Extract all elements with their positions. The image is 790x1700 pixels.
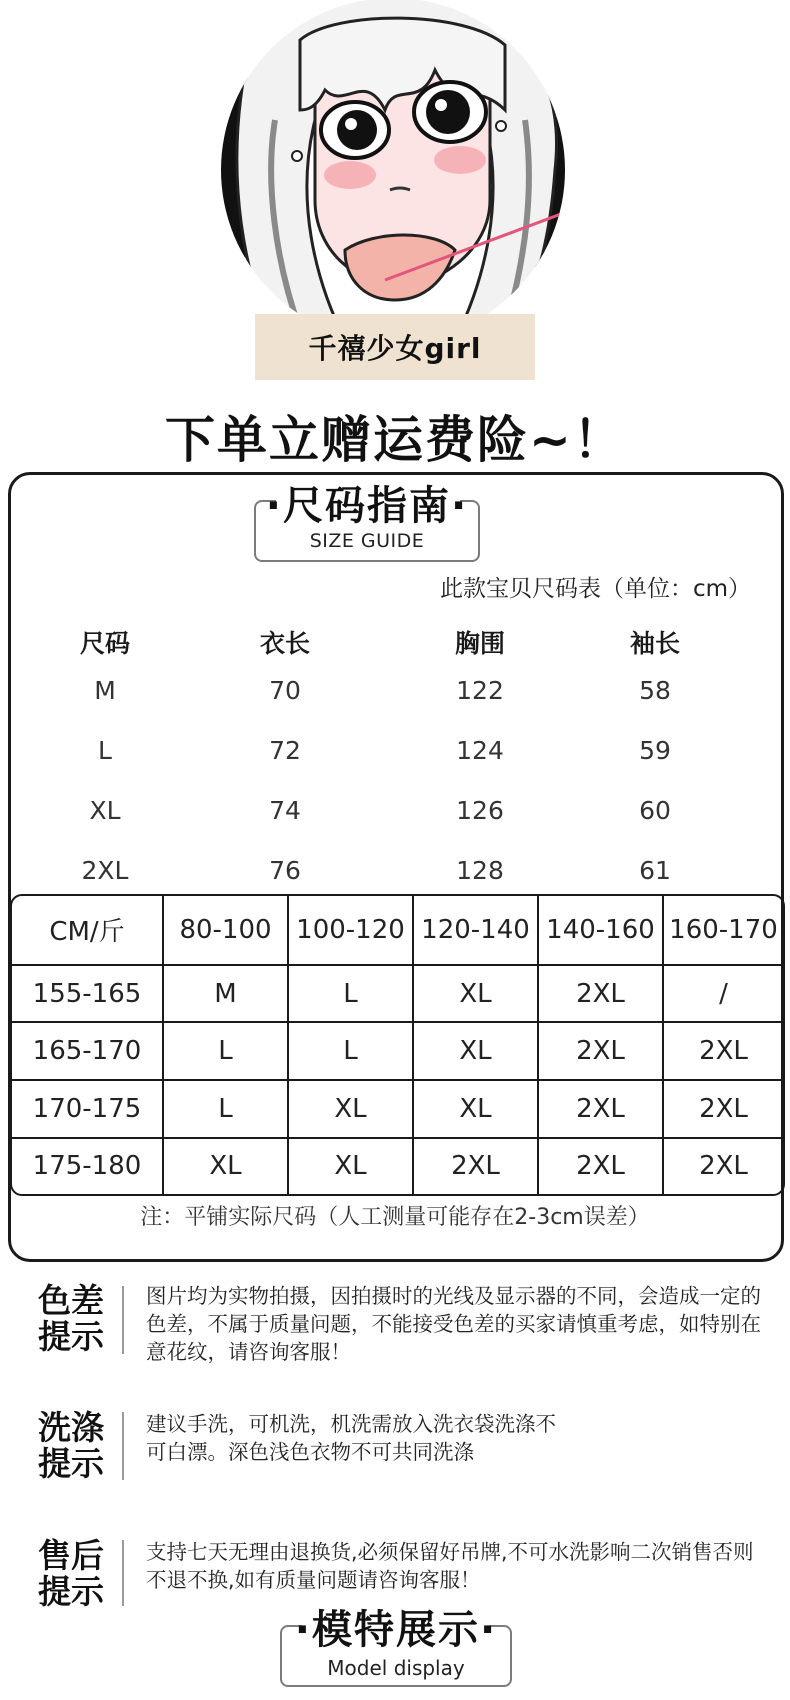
aftersale-tip-title-line2: 提示 — [38, 1572, 104, 1611]
grid-cell: 155-165 — [12, 965, 163, 1023]
measurement-note: 注：平铺实际尺码（人工测量可能存在2-3cm误差） — [140, 1205, 650, 1230]
cell-size: L — [98, 736, 112, 765]
grid-cell: L — [288, 1022, 413, 1080]
cell-sleeve: 59 — [639, 736, 671, 765]
grid-cell: XL — [413, 1022, 538, 1080]
grid-header-row — [12, 896, 783, 965]
table-row — [40, 796, 750, 825]
cell-chest: 126 — [456, 796, 504, 825]
color-tip-text: 图片均为实物拍摄，因拍摄时的光线及显示器的不同，会造成一定的色差，不属于质量问题，不能接受色差的买家请慎重考虑，如特别在意花纹，请咨询客服！ — [146, 1284, 761, 1364]
cell-chest: 124 — [456, 736, 504, 765]
wash-tip-divider — [122, 1412, 124, 1480]
size-guide-title: ·尺码指南· — [265, 483, 469, 529]
table-row — [12, 1022, 783, 1080]
grid-cell: XL — [413, 1080, 538, 1138]
cell-length: 74 — [269, 796, 301, 825]
grid-header-cell: 160-170 — [663, 896, 783, 965]
table-row — [40, 676, 750, 705]
brand-plate — [255, 314, 535, 380]
grid-cell: 2XL — [663, 1080, 783, 1138]
grid-header-cell: 120-140 — [413, 896, 538, 965]
aftersale-tip-title — [38, 1538, 118, 1610]
grid-cell: 175-180 — [12, 1138, 163, 1194]
cell-size: XL — [89, 796, 121, 825]
grid-cell: 165-170 — [12, 1022, 163, 1080]
cell-length: 76 — [269, 856, 301, 885]
header-size: 尺码 — [79, 629, 130, 658]
fit-recommendation-grid — [10, 894, 785, 1196]
grid-header-cell: CM/斤 — [12, 896, 163, 965]
cell-sleeve: 58 — [639, 676, 671, 705]
grid-cell: 170-175 — [12, 1080, 163, 1138]
grid-cell: XL — [288, 1138, 413, 1194]
grid-cell: / — [663, 965, 783, 1023]
header-chest: 胸围 — [454, 629, 505, 658]
grid-header-cell: 80-100 — [163, 896, 288, 965]
grid-cell: 2XL — [538, 965, 663, 1023]
grid-cell: M — [163, 965, 288, 1023]
grid-cell: 2XL — [538, 1138, 663, 1194]
table-row — [40, 856, 750, 885]
aftersale-tip-text: 支持七天无理由退换货,必须保留好吊牌,不可水洗影响二次销售否则不退不换,如有质量问题请咨询客服！ — [146, 1540, 754, 1592]
aftersale-tip-title-line1: 售后 — [38, 1536, 104, 1575]
grid-cell: XL — [163, 1138, 288, 1194]
grid-cell: 2XL — [538, 1080, 663, 1138]
grid-header-cell: 100-120 — [288, 896, 413, 965]
model-display-title: ·模特展示· — [294, 1607, 498, 1653]
table-row — [12, 1080, 783, 1138]
grid-cell: L — [288, 965, 413, 1023]
grid-cell: L — [163, 1022, 288, 1080]
cell-sleeve: 61 — [639, 856, 671, 885]
wash-tip-title — [38, 1410, 118, 1482]
brand-avatar-illustration — [205, 0, 585, 340]
grid-cell: 2XL — [699, 1151, 748, 1182]
color-tip-title — [38, 1283, 118, 1355]
cell-size: 2XL — [81, 856, 129, 885]
header-sleeve: 袖长 — [629, 629, 680, 658]
cell-sleeve: 60 — [639, 796, 671, 825]
header-length: 衣长 — [259, 629, 310, 658]
grid-cell: 2XL — [413, 1138, 538, 1194]
grid-cell: 2XL — [538, 1022, 663, 1080]
cell-chest: 128 — [456, 856, 504, 885]
cell-length: 72 — [269, 736, 301, 765]
aftersale-tip-divider — [122, 1540, 124, 1606]
grid-cell: XL — [288, 1080, 413, 1138]
cell-chest: 122 — [456, 676, 504, 705]
size-unit-note: 此款宝贝尺码表（单位：cm） — [440, 576, 752, 602]
table-row — [12, 965, 783, 1023]
wash-tip-title-line2: 提示 — [38, 1444, 104, 1483]
cell-size: M — [94, 676, 116, 705]
table-row — [12, 1138, 783, 1194]
wash-tip-title-line1: 洗涤 — [38, 1408, 104, 1447]
color-tip-divider — [122, 1286, 124, 1354]
size-guide-subtitle: SIZE GUIDE — [309, 530, 425, 552]
grid-cell: L — [163, 1080, 288, 1138]
color-tip-title-line2: 提示 — [38, 1317, 104, 1356]
table-row — [40, 736, 750, 765]
measure-table-header — [40, 624, 750, 660]
promo-headline: 下单立赠运费险~！ — [165, 411, 625, 469]
grid-cell: XL — [413, 965, 538, 1023]
grid-header-cell: 140-160 — [538, 896, 663, 965]
cell-length: 70 — [269, 676, 301, 705]
grid-cell: 2XL — [663, 1022, 783, 1080]
wash-tip-text: 建议手洗，可机洗，机洗需放入洗衣袋洗涤不可白漂。深色浅色衣物不可共同洗涤 — [146, 1412, 556, 1464]
model-display-subtitle: Model display — [327, 1656, 465, 1680]
color-tip-title-line1: 色差 — [38, 1281, 104, 1320]
brand-name: 千禧少女girl — [308, 332, 482, 365]
